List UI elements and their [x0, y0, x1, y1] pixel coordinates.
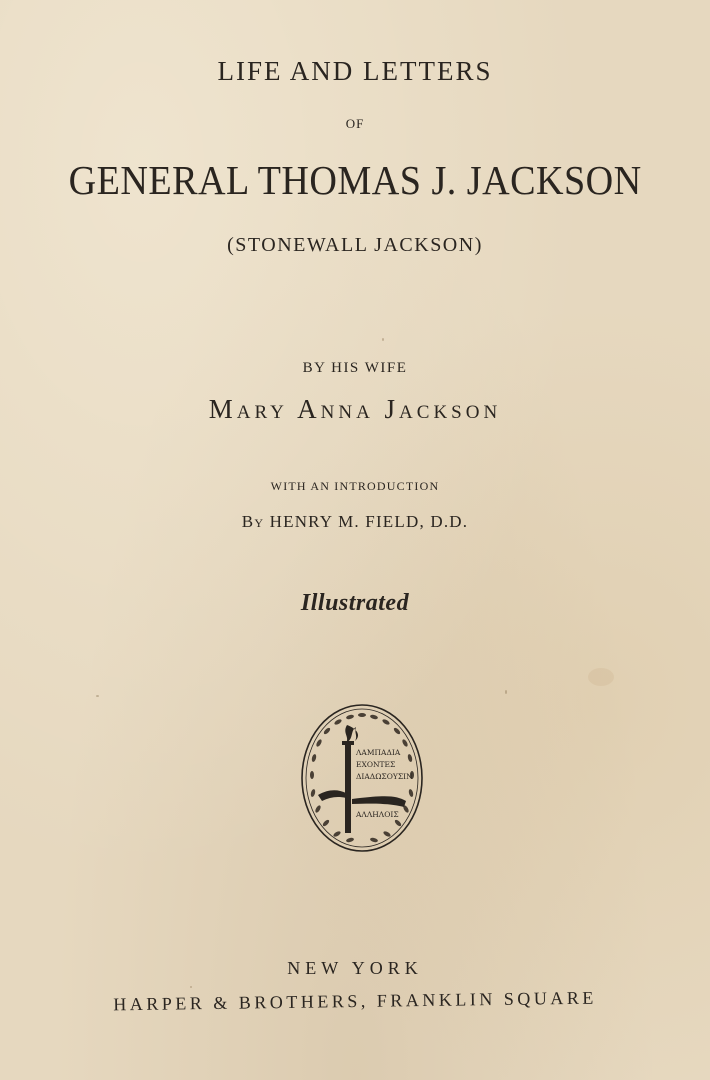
subtitle: (STONEWALL JACKSON): [227, 234, 483, 256]
paper-speck: [96, 695, 99, 697]
introduction-author: [0, 512, 710, 532]
introduction-line: WITH AN INTRODUCTION: [270, 479, 440, 493]
introduction-author-prefix: By: [241, 512, 265, 531]
emblem-inscription-line-4: ΑΛΛΗΛΟΙΣ: [356, 810, 399, 819]
author-name: Mary Anna Jackson: [208, 394, 502, 424]
paper-speck: [190, 986, 192, 988]
main-title: GENERAL THOMAS J. JACKSON: [68, 157, 642, 203]
by-line: BY HIS WIFE: [302, 360, 408, 376]
emblem-inscription-line-2: ΕΧΟΝΤΕΣ: [356, 760, 396, 769]
emblem-inscription-line-3: ΔΙΑΔΩΣΟΥΣΙΝ: [356, 772, 413, 781]
publisher-name: HARPER & BROTHERS, FRANKLIN SQUARE: [113, 987, 597, 1015]
paper-speck: [588, 668, 614, 686]
emblem-inscription-line-1: ΛΑΜΠΑΔΙΑ: [356, 748, 401, 757]
publication-place: NEW YORK: [287, 958, 423, 978]
publisher-torch-emblem-icon: [300, 703, 424, 853]
paper-speck: [382, 338, 384, 341]
title-of: OF: [345, 116, 365, 131]
illustrated-label: Illustrated: [300, 590, 410, 616]
paper-speck: [505, 690, 507, 694]
title-line-life-and-letters: LIFE AND LETTERS: [217, 56, 493, 86]
introduction-author-name: HENRY M. FIELD, D.D.: [269, 512, 469, 531]
